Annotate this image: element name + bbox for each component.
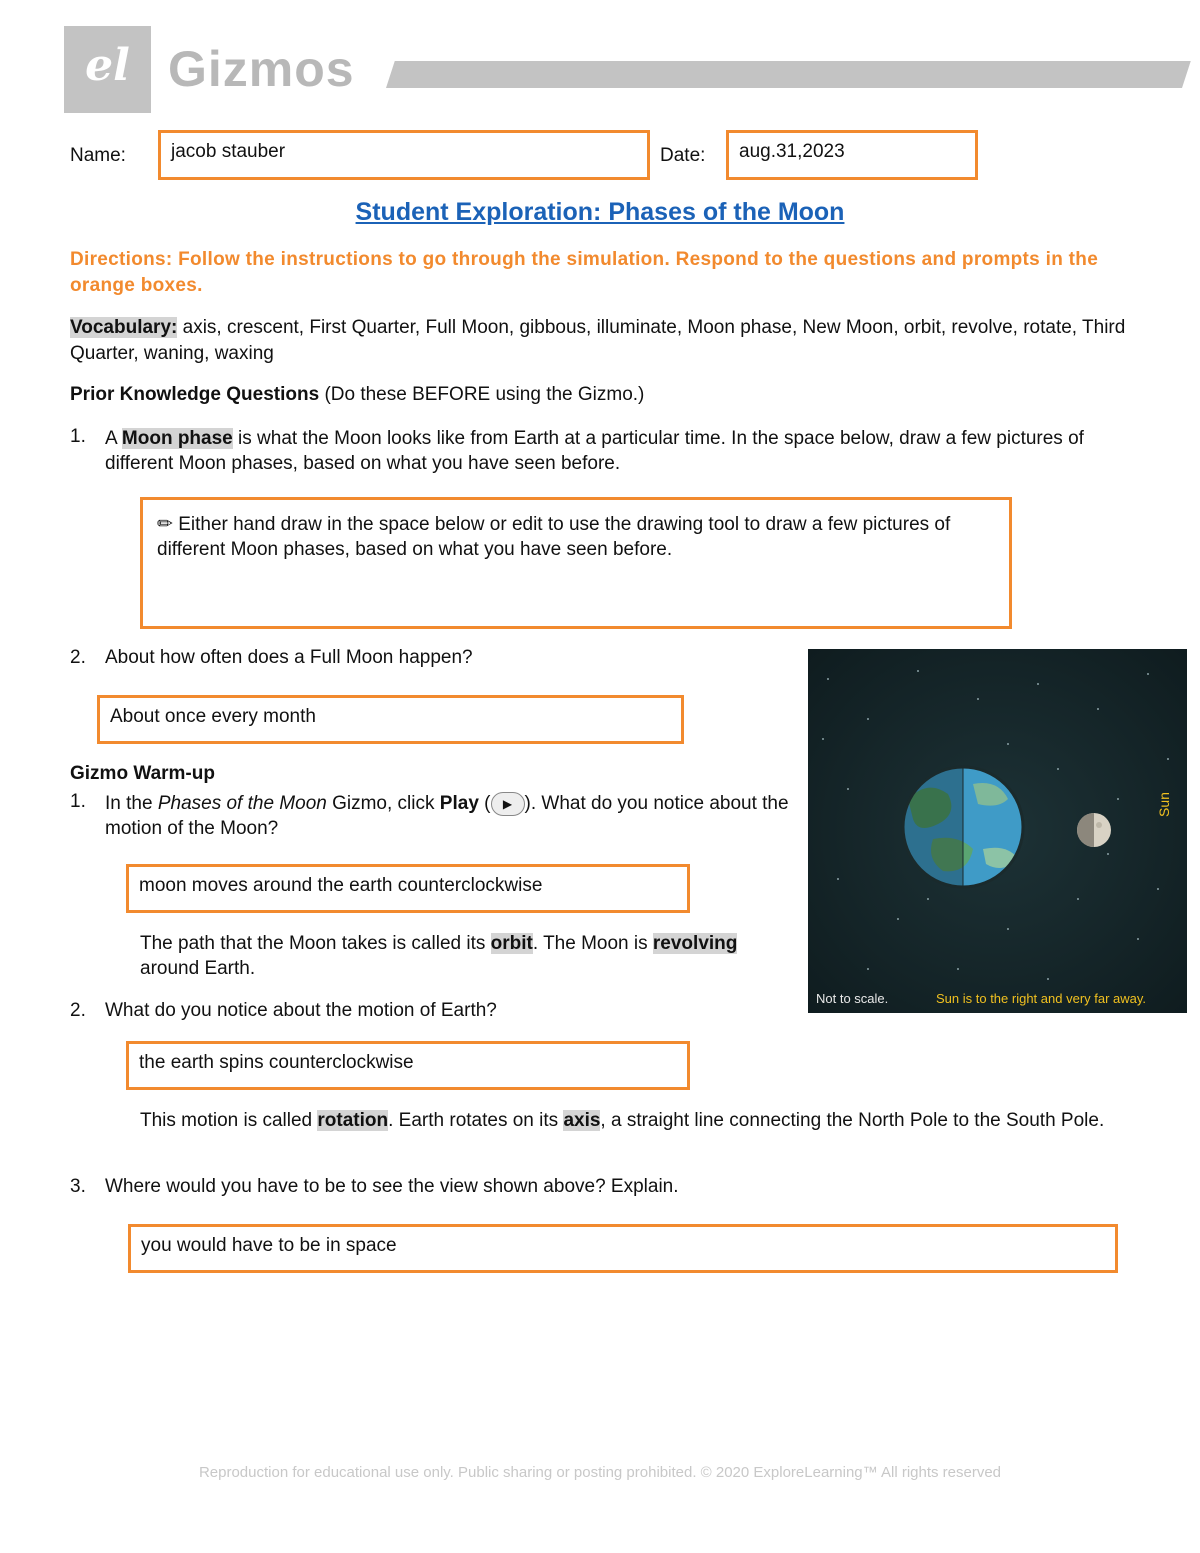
directions: Directions: Follow the instructions to go through the simulation. Respond to the questions and prompts in the orange boxes. xyxy=(70,249,1099,296)
pencil-icon: ✏ xyxy=(157,514,173,535)
wu-q3-answer[interactable]: you would have to be in space xyxy=(128,1224,1118,1273)
orbit-term: orbit xyxy=(490,933,533,954)
wu-q2-text: What do you notice about the motion of Earth? xyxy=(105,1000,497,1021)
wu-q1-mid: Gizmo, click xyxy=(332,793,435,814)
wu-q2-follow-mid: . Earth rotates on its xyxy=(388,1110,559,1131)
wu-q1-follow-mid: . The Moon is xyxy=(532,933,648,954)
earth-moon-illustration xyxy=(808,649,1187,1013)
wu-q3-text: Where would you have to be to see the view shown above? Explain. xyxy=(105,1176,679,1197)
wu-q2-number: 2. xyxy=(70,1000,86,1021)
vocabulary-label: Vocabulary: xyxy=(70,317,178,338)
rotation-term: rotation xyxy=(317,1110,389,1131)
pk-q1-term: Moon phase xyxy=(121,428,233,449)
sun-note: Sun is to the right and very far away. xyxy=(936,991,1147,1006)
explorelearning-logo xyxy=(64,26,151,113)
simulation-view xyxy=(808,649,1187,1013)
prior-knowledge-note: (Do these BEFORE using the Gizmo.) xyxy=(324,384,645,405)
pk-q1-answer: Either hand draw in the space below or edit to use the drawing tool to draw a few pictures of different Moon phases, based on what you have seen before. xyxy=(157,514,951,560)
page-title: Student Exploration: Phases of the Moon xyxy=(355,198,845,226)
wu-q2-answer[interactable]: the earth spins counterclockwise xyxy=(126,1041,690,1090)
wu-q1-bold: Play xyxy=(439,793,479,814)
pk-q1-post: is what the Moon looks like from Earth at a particular time. In the space below, draw a few pictures of different Moon phases, based on what you have seen before. xyxy=(105,428,1084,474)
footer: Reproduction for educational use only. Public sharing or posting prohibited. © 2020 ExploreLearning™ All rights reserved xyxy=(198,1464,1002,1481)
pk-q1-answer-box[interactable] xyxy=(140,497,1012,629)
wu-q2-followup xyxy=(140,1108,1130,1133)
wu-q1-post: ). What do you notice about the motion of the Moon? xyxy=(105,793,789,839)
wu-q1-follow-post: around Earth. xyxy=(140,958,256,979)
moon xyxy=(1077,813,1111,847)
pk-q1-text xyxy=(105,426,1130,476)
name-field[interactable]: jacob stauber xyxy=(158,130,650,180)
wu-q1-italic: Phases of the Moon xyxy=(157,793,327,814)
not-to-scale-label: Not to scale. xyxy=(816,991,889,1006)
wu-q1-number: 1. xyxy=(70,791,86,812)
wu-q1-answer[interactable]: moon moves around the earth counterclockwise xyxy=(126,864,690,913)
axis-term: axis xyxy=(563,1110,601,1131)
pk-q1-pre: A xyxy=(105,428,117,449)
pk-q2-number: 2. xyxy=(70,647,86,668)
prior-knowledge-title: Prior Knowledge Questions xyxy=(70,384,320,405)
vocabulary-terms: axis, crescent, First Quarter, Full Moon, gibbous, illuminate, Moon phase, New Moon, orbit, revolve, rotate, Third Quarter, waning, waxing xyxy=(70,317,1126,364)
wu-q2-follow-post: , a straight line connecting the North Pole to the South Pole. xyxy=(600,1110,1105,1131)
wu-q3-number: 3. xyxy=(70,1176,86,1197)
prior-knowledge-heading xyxy=(70,384,644,406)
vocabulary xyxy=(70,315,1130,367)
gizmos-brand: Gizmos xyxy=(168,41,355,97)
header-bar xyxy=(386,61,1191,88)
wu-q1-pre: In the xyxy=(105,793,153,814)
pk-q2-text: About how often does a Full Moon happen? xyxy=(105,647,473,668)
revolving-term: revolving xyxy=(652,933,738,954)
date-label: Date: xyxy=(660,145,706,166)
pk-q1-number: 1. xyxy=(70,426,86,447)
date-field[interactable]: aug.31,2023 xyxy=(726,130,978,180)
name-label: Name: xyxy=(70,145,126,166)
sun-label: Sun xyxy=(1156,792,1172,817)
wu-q2-follow-pre: This motion is called xyxy=(140,1110,313,1131)
warmup-heading: Gizmo Warm-up xyxy=(70,763,215,784)
play-icon: ▶ xyxy=(491,792,525,816)
wu-q1-followup xyxy=(140,931,780,981)
pk-q2-answer[interactable]: About once every month xyxy=(97,695,684,744)
wu-q1-paren: ( xyxy=(484,793,491,814)
logo-glyph: el xyxy=(85,40,130,91)
wu-q1-follow-pre: The path that the Moon takes is called its xyxy=(140,933,486,954)
wu-q1-text xyxy=(105,791,795,841)
